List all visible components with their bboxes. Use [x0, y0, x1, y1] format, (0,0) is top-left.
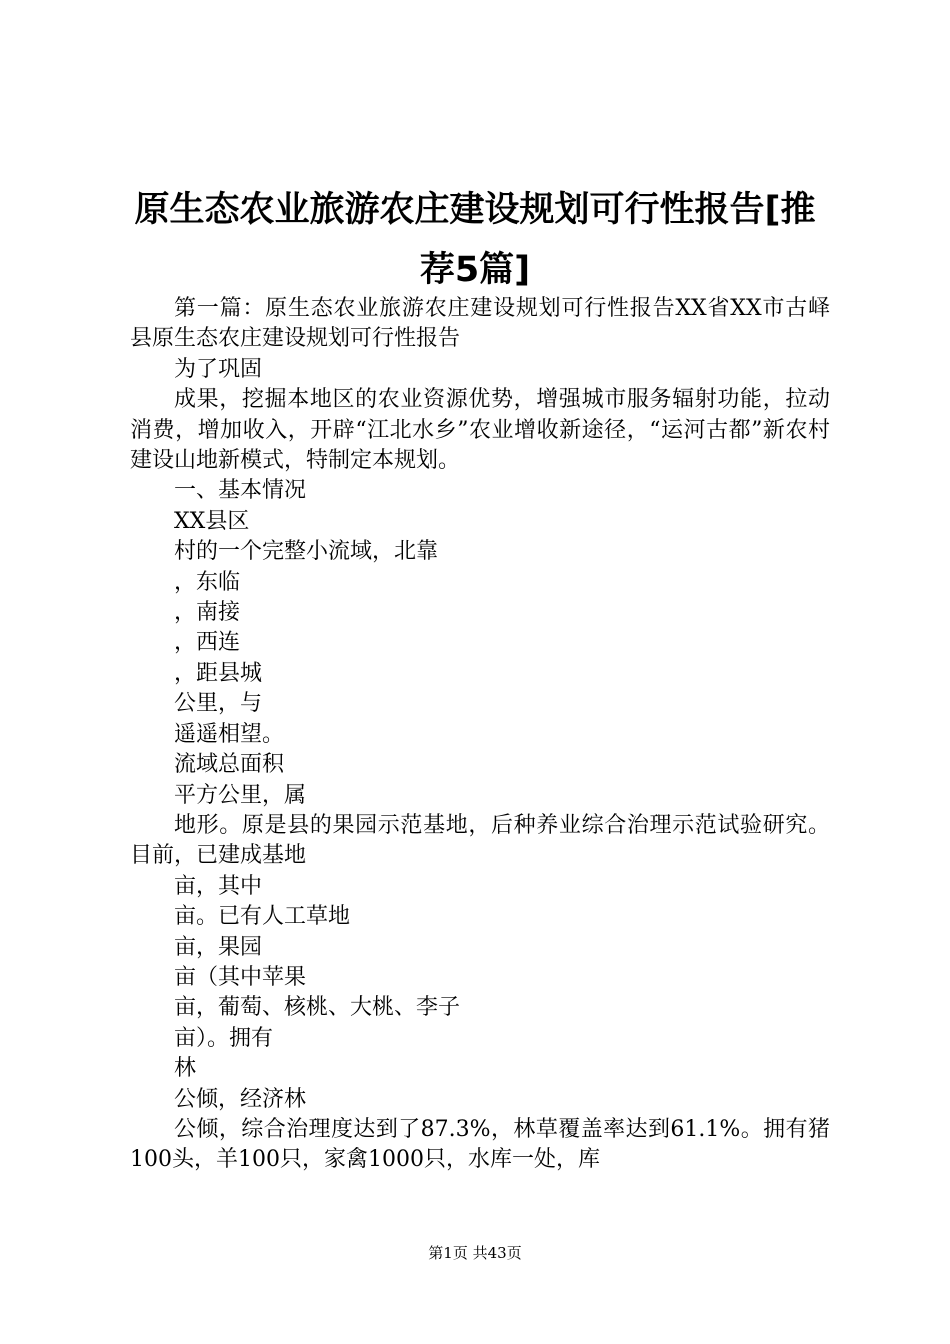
- paragraph: 公倾，综合治理度达到了87.3%，林草覆盖率达到61.1%。拥有猪100头，羊100只，家禽1000只，水库一处，库: [130, 1116, 830, 1173]
- paragraph: 亩。已有人工草地: [174, 904, 351, 930]
- paragraph: ，西连: [174, 630, 241, 656]
- paragraph: 林: [174, 1056, 197, 1082]
- document-title-line-2: 荐5篇]: [419, 250, 531, 290]
- paragraph: 亩）。拥有: [174, 1025, 274, 1051]
- document-title-line-1: 原生态农业旅游农庄建设规划可行性报告[推: [134, 190, 816, 230]
- paragraph: 一、基本情况: [174, 478, 307, 504]
- paragraph: XX县区: [174, 508, 250, 534]
- paragraph: 公里，与: [174, 691, 263, 717]
- paragraph: ，南接: [174, 600, 241, 626]
- paragraph: 地形。原是县的果园示范基地，后种养业综合治理示范试验研究。目前，已建成基地: [130, 812, 830, 869]
- paragraph: ，东临: [174, 569, 241, 595]
- paragraph: 亩，葡萄、核桃、大桃、李子: [174, 995, 461, 1021]
- paragraph: 公倾，经济林: [174, 1086, 307, 1112]
- paragraph: 村的一个完整小流域，北靠: [174, 539, 439, 565]
- paragraph: 亩，果园: [174, 934, 263, 960]
- paragraph: 遥遥相望。: [174, 721, 285, 747]
- document-body: [130, 294, 830, 1176]
- paragraph: ，距县城: [174, 660, 263, 686]
- paragraph: 平方公里，属: [174, 782, 307, 808]
- page-number-footer: 第1页 共43页: [428, 1244, 522, 1262]
- paragraph: 第一篇：原生态农业旅游农庄建设规划可行性报告XX省XX市古峄县原生态农庄建设规划可行性报告: [130, 296, 830, 352]
- paragraph: 亩（其中苹果: [174, 964, 307, 990]
- paragraph: 流域总面积: [174, 752, 285, 778]
- paragraph: 亩，其中: [174, 873, 263, 899]
- paragraph: 成果，挖掘本地区的农业资源优势，增强城市服务辐射功能，拉动消费，增加收入，开辟“江北水乡”农业增收新途径，“运河古都”新农村建设山地新模式，特制定本规划。: [130, 387, 830, 474]
- paragraph: 为了巩固: [174, 356, 263, 382]
